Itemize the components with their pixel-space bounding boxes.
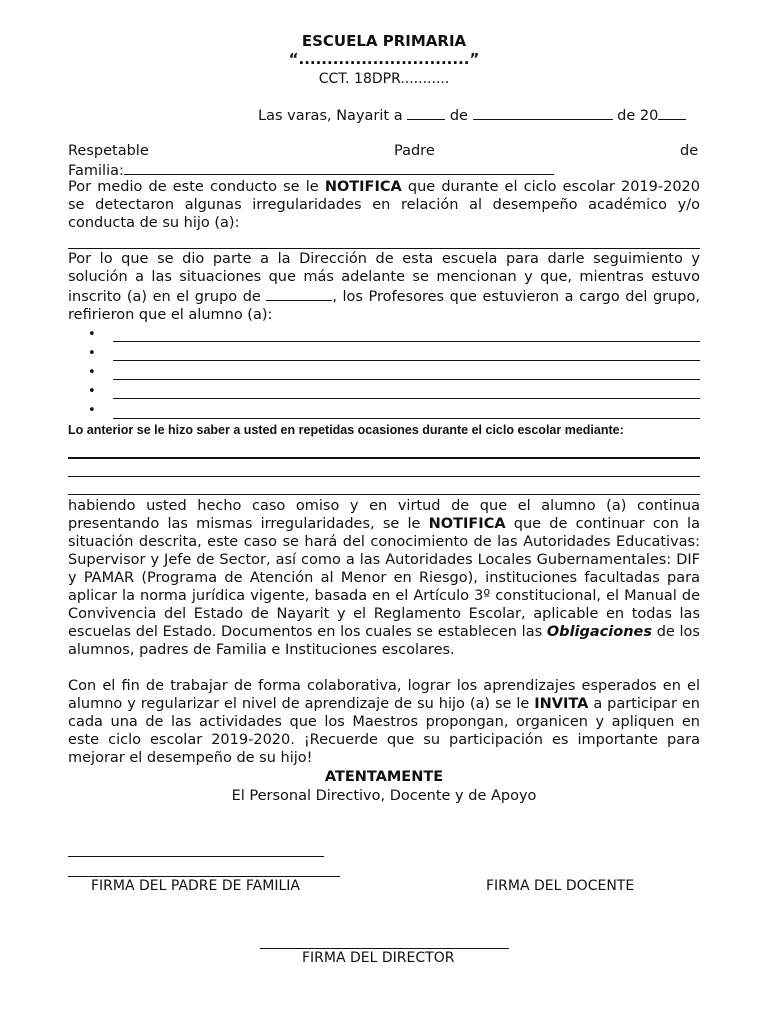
group-blank: [266, 286, 332, 301]
signature-parent-label: FIRMA DEL PADRE DE FAMILIA: [91, 878, 300, 894]
means-line-1: [68, 457, 700, 459]
para2-text-b: , los Profesores que estuvieron a cargo del grupo, refirieron que el alumno (a):: [68, 289, 700, 323]
salutation-word-4: Familia:: [68, 163, 124, 179]
school-name-placeholder: “..............................”: [288, 50, 480, 68]
month-blank: [473, 105, 613, 120]
bullet-4: •: [88, 384, 96, 399]
notification-paragraph-3: [68, 497, 700, 659]
date-de-1: de: [449, 108, 468, 124]
conduct-blank-line: [68, 248, 700, 249]
date-line: [258, 105, 686, 125]
bullet-line-5: [113, 418, 700, 419]
para3-notifica: NOTIFICA: [428, 516, 506, 532]
bullet-3: •: [88, 365, 96, 380]
bullet-line-3: [113, 379, 700, 380]
bullet-line-2: [113, 360, 700, 361]
bullet-line-1: [113, 341, 700, 342]
para4-invita: INVITA: [534, 696, 589, 712]
means-line-3: [68, 494, 700, 495]
para2-text-a: Por lo que se dio parte a la Dirección de esta escuela para darle seguimiento y solución a las situaciones que más adelante se mencionan y que, mientras estuvo inscrito (a) en el grupo de: [68, 251, 700, 305]
signature-director-label: FIRMA DEL DIRECTOR: [302, 950, 455, 966]
para3-text-b: que de continuar con la situación descrita, este caso se hará del conocimiento de las Autoridades Educativas: Supervisor y Jefe de Sector, así como a las Autoridades Locales Gubernamentales: DIF y PAMAR (Programa de Atención al Menor en Riesgo), instituciones facultadas para aplicar la norma jurídica vigente, basada en el Artículo 3º constitucional, el Manual de Convivencia del Estado de Nayarit y el Reglamento Escolar, aplicable en todas las escuelas del Estado. Documentos en los cuales se establecen las: [68, 516, 700, 640]
para3-text-a: habiendo usted hecho caso omiso y en virtud de que el alumno (a) continua presentando las mismas irregularidades, se le: [68, 498, 700, 532]
para1-text-a: Por medio de este conducto se le: [68, 179, 325, 195]
para4-text-a: Con el fin de trabajar de forma colaborativa, lograr los aprendizajes esperados en el alumno y regularizar el nivel de aprendizaje de su hijo (a) se le: [68, 678, 700, 712]
repeat-note: Lo anterior se le hizo saber a usted en repetidas ocasiones durante el ciclo escolar mediante:: [68, 423, 624, 437]
cct-code: CCT. 18DPR...........: [318, 71, 450, 87]
means-line-2: [68, 476, 700, 477]
year-blank: [658, 105, 686, 120]
bullet-line-4: [113, 398, 700, 399]
salutation-word-3: de: [680, 143, 699, 159]
day-blank: [407, 105, 445, 120]
para3-text-c: de los alumnos, padres de Familia e Instituciones escolares.: [68, 624, 700, 658]
school-heading: ESCUELA PRIMARIA: [301, 32, 467, 50]
bullet-2: •: [88, 346, 96, 361]
signature-line-parent-upper: [68, 856, 324, 857]
para1-notifica: NOTIFICA: [324, 179, 402, 195]
para4-text-b: a participar en cada una de las actividades que los Maestros propongan, organicen y apliquen en este ciclo escolar 2019-2020. ¡Recuerde que su participación es importante para mejorar el desempeño de su hijo!: [68, 696, 700, 766]
notification-paragraph-2: [68, 250, 700, 324]
notification-paragraph-1: [68, 178, 700, 232]
invitation-paragraph: [68, 677, 700, 767]
personal-line: El Personal Directivo, Docente y de Apoyo: [231, 788, 537, 804]
signature-teacher-label: FIRMA DEL DOCENTE: [486, 878, 635, 894]
atentamente: ATENTAMENTE: [324, 769, 444, 785]
salutation-word-2: Padre: [394, 143, 435, 159]
salutation-line-2: [68, 160, 554, 180]
salutation-word-1: Respetable: [68, 143, 149, 159]
date-de-2: de 20: [617, 108, 659, 124]
date-place: Las varas, Nayarit a: [258, 108, 403, 124]
bullet-1: •: [88, 327, 96, 342]
bullet-5: •: [88, 403, 96, 418]
family-name-blank: [124, 160, 554, 175]
para3-obligaciones: Obligaciones: [546, 624, 652, 640]
para1-text-b: que durante el ciclo escolar 2019-2020 se detectaron algunas irregularidades en relación al desempeño académico y/o conducta de su hijo (a):: [68, 179, 701, 231]
